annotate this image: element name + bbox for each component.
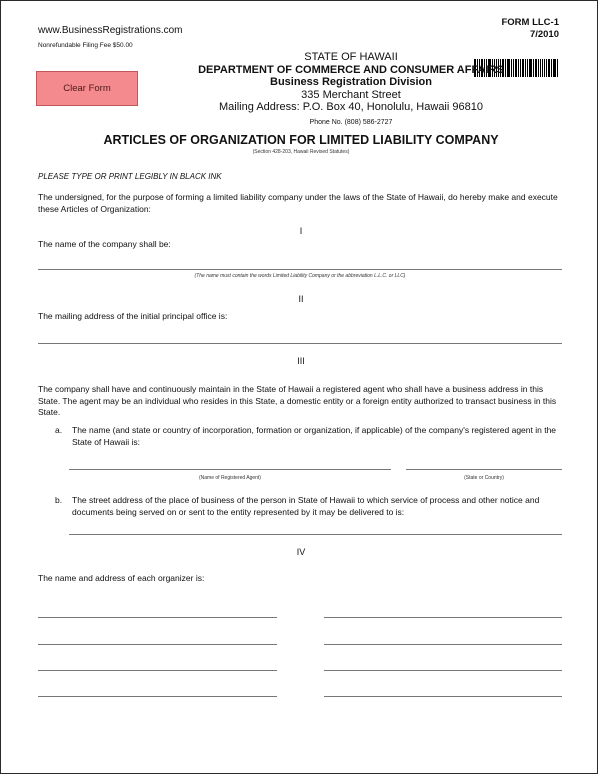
registered-agent-state-field[interactable] — [406, 469, 562, 470]
item-a-letter: a. — [55, 425, 63, 435]
registered-agent-name-hint: (Name of Registered Agent) — [199, 475, 261, 481]
barcode-bar — [553, 59, 556, 77]
organizer-1-address-field[interactable] — [38, 644, 277, 645]
article-3-item-a — [55, 425, 563, 448]
phone-number: Phone No. (808) 586-2727 — [309, 118, 393, 126]
mailing-address-field[interactable] — [38, 343, 562, 344]
item-b-text: The street address of the place of business of the person in State of Hawaii to which service of process and other notice and documents being served on or sent to the entity represented by it may be delivered to is: — [72, 495, 540, 517]
item-b-letter: b. — [55, 495, 63, 505]
state-name: STATE OF HAWAII — [304, 51, 398, 63]
registered-agent-name-field[interactable] — [69, 469, 391, 470]
form-date: 7/2010 — [529, 29, 559, 40]
street-address: 335 Merchant Street — [301, 88, 401, 101]
website-url: www.BusinessRegistrations.com — [38, 25, 183, 36]
organizer-1-extra-field[interactable] — [38, 696, 277, 697]
organizer-2-name-field[interactable] — [324, 617, 562, 618]
intro-paragraph: The undersigned, for the purpose of forming a limited liability company under the laws of the State of Hawaii, do hereby make and execute these Articles of Organization: — [38, 192, 558, 214]
article-2-text: The mailing address of the initial principal office is: — [38, 311, 228, 321]
article-2-numeral: II — [298, 294, 304, 304]
organizer-1-city-field[interactable] — [38, 670, 277, 671]
registered-agent-state-hint: (State or Country) — [464, 475, 504, 481]
article-4-text: The name and address of each organizer is: — [38, 573, 205, 583]
article-3-item-b — [55, 495, 563, 518]
filing-fee: Nonrefundable Filing Fee $50.00 — [38, 42, 133, 49]
department-name: DEPARTMENT OF COMMERCE AND CONSUMER AFFAIRS — [198, 63, 504, 76]
item-a-text: The name (and state or country of incorporation, formation or organization, if applicable) of the company's registered agent in the State of Hawaii is: — [72, 425, 557, 447]
division-name: Business Registration Division — [270, 76, 432, 88]
form-number-block — [501, 17, 559, 41]
agent-street-address-field[interactable] — [69, 534, 562, 535]
agency-header — [151, 51, 551, 129]
form-subtitle: (Section 428-203, Hawaii Revised Statutes) — [252, 149, 350, 155]
form-number: FORM LLC-1 — [501, 17, 559, 28]
form-title: ARTICLES OF ORGANIZATION FOR LIMITED LIABILITY COMPANY — [103, 133, 499, 147]
organizer-1-name-field[interactable] — [38, 617, 277, 618]
article-3-numeral: III — [297, 356, 305, 366]
article-1-text: The name of the company shall be: — [38, 239, 171, 249]
article-3-text: The company shall have and continuously maintain in the State of Hawaii a registered agent who shall have a business address in this State. The agent may be an individual who resides in this State, a domestic entity or a foreign entity authorized to transact business in this State. — [38, 384, 557, 417]
mailing-address: Mailing Address: P.O. Box 40, Honolulu, Hawaii 96810 — [219, 101, 483, 113]
clear-form-button[interactable]: Clear Form — [36, 71, 138, 106]
instruction: PLEASE TYPE OR PRINT LEGIBLY IN BLACK INK — [38, 172, 222, 181]
barcode-bar — [551, 59, 552, 77]
company-name-field[interactable] — [38, 269, 562, 270]
organizer-2-extra-field[interactable] — [324, 696, 562, 697]
organizer-2-city-field[interactable] — [324, 670, 562, 671]
article-4-numeral: IV — [296, 547, 306, 557]
organizer-2-address-field[interactable] — [324, 644, 562, 645]
article-1-numeral: I — [299, 226, 303, 236]
barcode-bar — [557, 59, 558, 77]
company-name-hint: (The name must contain the words Limited Liability Company or the abbreviation L.L.C. or LLC) — [194, 273, 406, 279]
